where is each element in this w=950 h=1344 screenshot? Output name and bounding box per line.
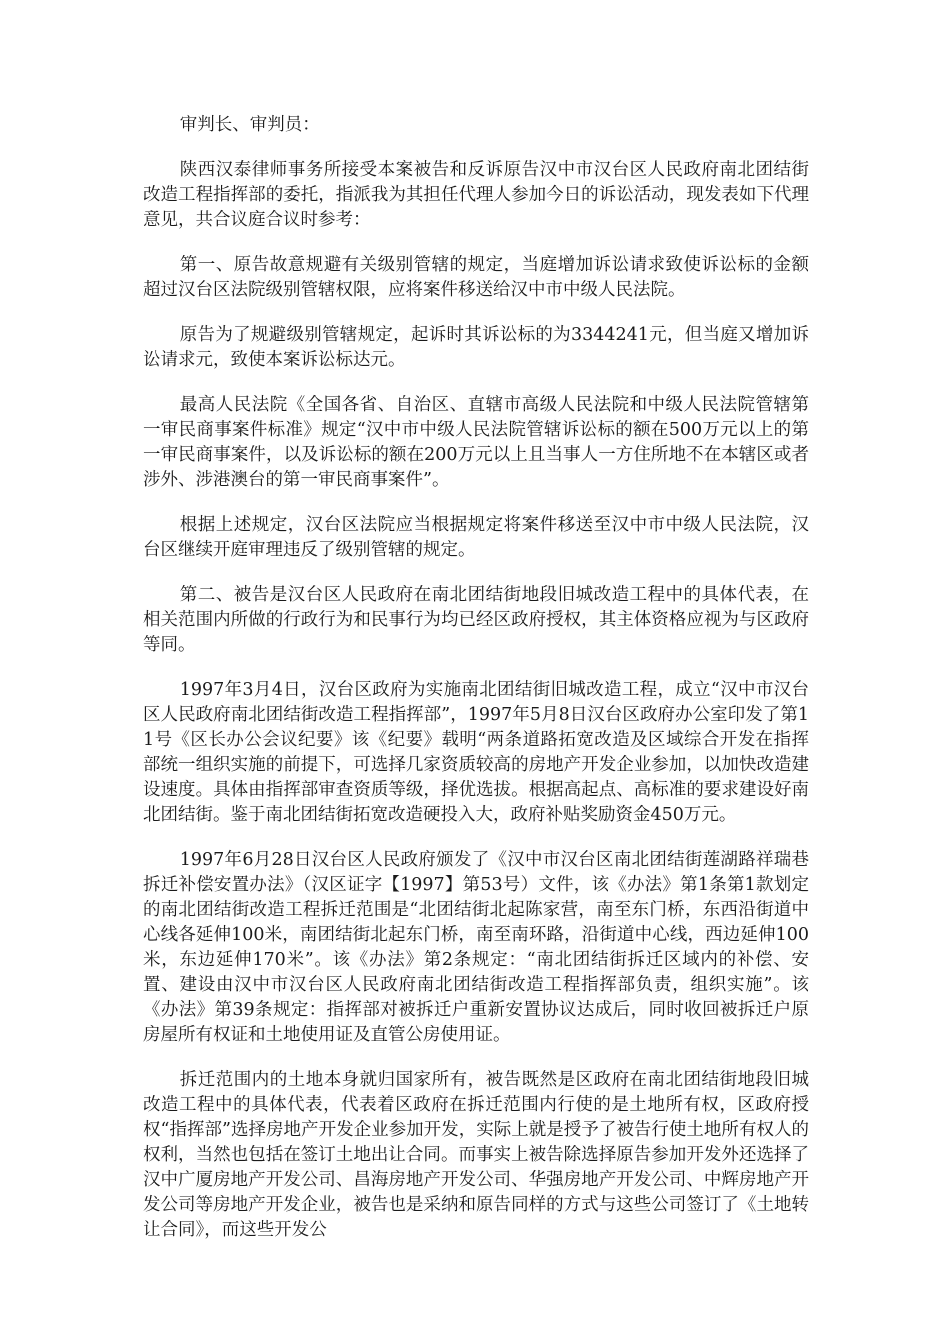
document-body [143,113,809,1243]
paragraph-1: 陕西汉泰律师事务所接受本案被告和反诉原告汉中市汉台区人民政府南北团结街改造工程指挥部的委托，指派我为其担任代理人参加今日的诉讼活动，现发表如下代理意见，共合议庭合议时参考： [143,160,809,230]
paragraph-8: 1997年6月28日汉台区人民政府颁发了《汉中市汉台区南北团结街莲湖路祥瑞巷拆迁补偿安置办法》（汉区证字【1997】第53号）文件，该《办法》第1条第1款划定的南北团结街改造工程拆迁范围是“北团结街北起陈家营，南至东门桥，东西沿街道中心线各延伸100米，南团结街北起东门桥，南至南环路，沿街道中心线，西边延伸100米，东边延伸170米”。该《办法》第2条规定：“南北团结街拆迁区域内的补偿、安置、建设由汉中市汉台区人民政府南北团结街改造工程指挥部负责，组织实施”。该《办法》第39条规定：指挥部对被拆迁户重新安置协议达成后，同时收回被拆迁户原房屋所有权证和土地使用证及直管公房使用证。 [143,850,809,1045]
paragraph-9: 拆迁范围内的土地本身就归国家所有，被告既然是区政府在南北团结街地段旧城改造工程中的具体代表，代表着区政府在拆迁范围内行使的是土地所有权，区政府授权“指挥部”选择房地产开发企业参加开发，实际上就是授予了被告行使土地所有权人的权利，当然也包括在签订土地出让合同。而事实上被告除选择原告参加开发外还选择了汉中广厦房地产开发公司、昌海房地产开发公司、华强房地产开发公司、中辉房地产开发公司等房地产开发企业，被告也是采纳和原告同样的方式与这些公司签订了《土地转让合同》，而这些开发公 [143,1070,809,1240]
paragraph-2: 第一、原告故意规避有关级别管辖的规定，当庭增加诉讼请求致使诉讼标的金额超过汉台区法院级别管辖权限，应将案件移送给汉中市中级人民法院。 [143,255,809,300]
paragraph-6: 第二、被告是汉台区人民政府在南北团结街地段旧城改造工程中的具体代表，在相关范围内所做的行政行为和民事行为均已经区政府授权，其主体资格应视为与区政府等同。 [143,585,809,655]
paragraph-3: 原告为了规避级别管辖规定，起诉时其诉讼标的为3344241元，但当庭又增加诉讼请求元，致使本案诉讼标达元。 [143,325,809,370]
paragraph-5: 根据上述规定，汉台区法院应当根据规定将案件移送至汉中市中级人民法院，汉台区继续开庭审理违反了级别管辖的规定。 [143,515,809,560]
paragraph-4: 最高人民法院《全国各省、自治区、直辖市高级人民法院和中级人民法院管辖第一审民商事案件标准》规定“汉中市中级人民法院管辖诉讼标的额在500万元以上的第一审民商事案件，以及诉讼标的额在200万元以上且当事人一方住所地不在本辖区或者涉外、涉港澳台的第一审民商事案件”。 [143,395,809,490]
paragraph-7: 1997年3月4日，汉台区政府为实施南北团结街旧城改造工程，成立“汉中市汉台区人民政府南北团结街改造工程指挥部”，1997年5月8日汉台区政府办公室印发了第11号《区长办公会议纪要》该《纪要》载明“两条道路拓宽改造及区域综合开发在指挥部统一组织实施的前提下，可选择几家资质较高的房地产开发企业参加，以加快改造建设速度。具体由指挥部审查资质等级，择优选拔。根据高起点、高标准的要求建设好南北团结街。鉴于南北团结街拓宽改造硬投入大，政府补贴奖励资金450万元。 [143,680,809,825]
salutation: 审判长、审判员： [179,115,320,135]
